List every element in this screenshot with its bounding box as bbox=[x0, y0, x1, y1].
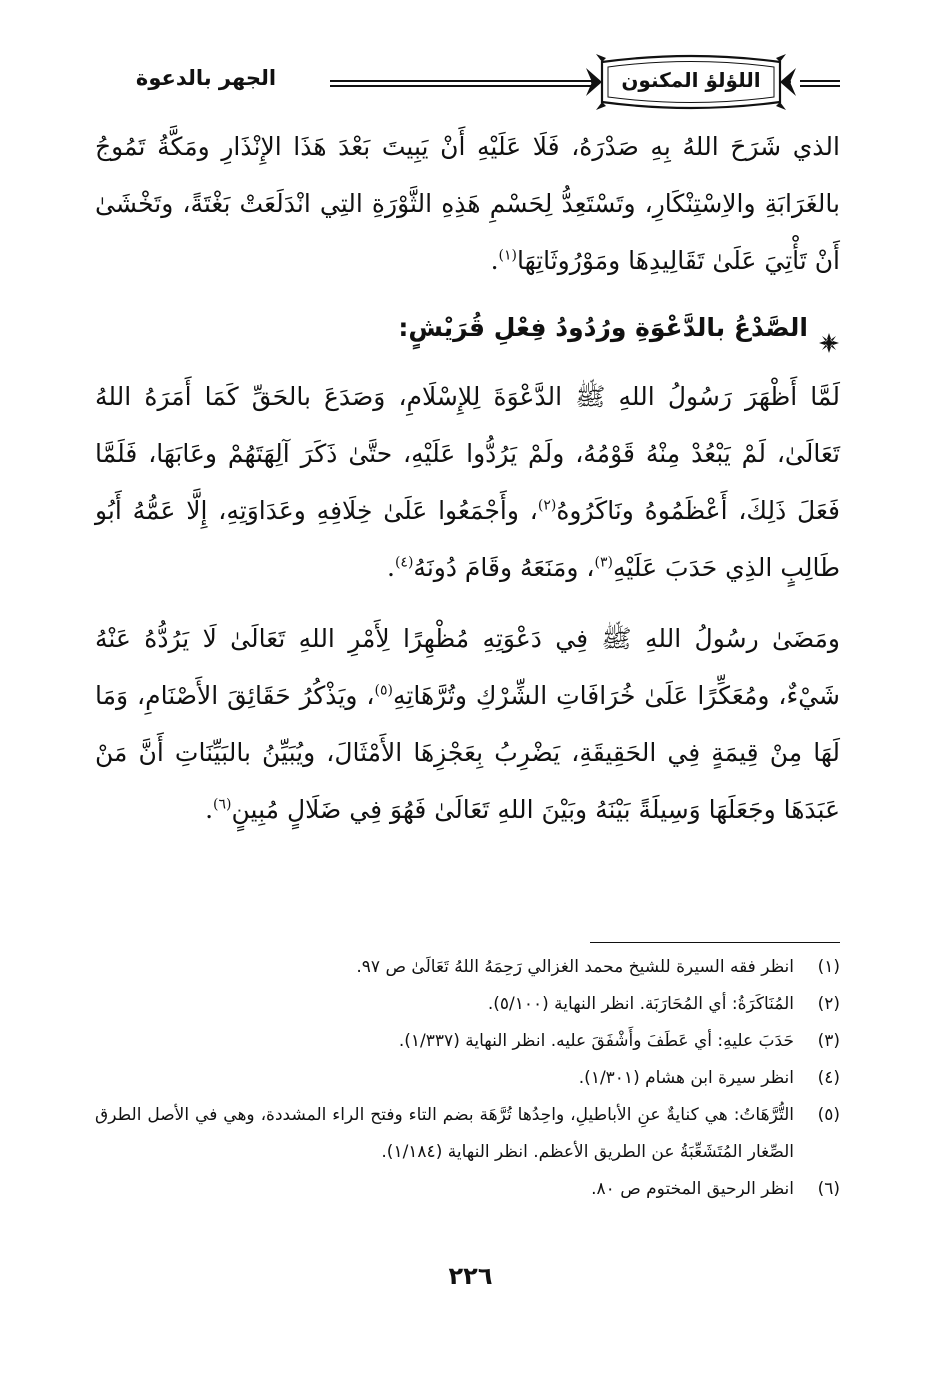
footnote-ref-2[interactable]: (٢) bbox=[537, 497, 557, 514]
footnote-number: (٥) bbox=[817, 1105, 840, 1125]
footnote-number: (٤) bbox=[817, 1068, 840, 1088]
footnote-text: انظر سيرة ابن هشام (١/٣٠١). bbox=[578, 1068, 794, 1088]
footnote-item bbox=[95, 1097, 840, 1171]
paragraph-3 bbox=[95, 610, 840, 838]
flower-ornament-icon bbox=[818, 317, 840, 339]
footnote-item bbox=[95, 1060, 840, 1097]
footnote-text: التُّرَّهَاتُ: هي كنايةٌ عنِ الأباطيلِ، واحِدُها تُرَّهَة بضم التاء وفتح الراء المشددة، وهي في الأصل الطرق الصِّغار المُتَشَعِّبَةُ عن الطريق الأعظم. انظر النهاية (١/١٨٤). bbox=[95, 1105, 794, 1162]
book-title: اللؤلؤ المكنون bbox=[621, 68, 761, 92]
footnote-number: (٢) bbox=[817, 994, 840, 1014]
footnote-text: حَدَبَ عليهِ: أي عَطَفَ وأَشْفَقَ عليه. انظر النهاية (١/٣٣٧). bbox=[398, 1031, 794, 1051]
paragraph-2-text-c: ، ومَنَعَهُ وقَامَ دُونَهُ bbox=[413, 553, 595, 582]
footnote-item bbox=[95, 986, 840, 1023]
footnote-ref-5[interactable]: (٥) bbox=[374, 682, 393, 699]
footnote-text: انظر الرحيق المختوم ص ٨٠. bbox=[591, 1179, 794, 1199]
footnotes-section bbox=[95, 942, 840, 1208]
paragraph-2-end: . bbox=[387, 553, 395, 582]
paragraph-3-text-b: ، ويَذْكُرُ حَقَائِقَ الأَصْنَامِ، وَمَا لَهَا مِنْ قِيمَةٍ فِي الحَقِيقَةِ، يَضْرِبُ بِعَجْزِهَا الأَمْثَالَ، ويُبَيِّنُ بالبَيِّنَاتِ أَنَّ مَنْ عَبَدَهَا وجَعَلَهَا وَسِيلَةً بَيْنَهُ وبَيْنَ اللهِ تَعَالَىٰ فَهُوَ فِي ضَلَالٍ مُبِينٍ bbox=[95, 681, 840, 824]
paragraph-1-text: الذي شَرَحَ اللهُ بِهِ صَدْرَهُ، فَلَا عَلَيْهِ أَنْ يَبِيتَ بَعْدَ هَذَا الإِنْذَارِ ومَكَّةُ تَمُوجُ بالغَرَابَةِ والاِسْتِنْكَارِ، وتَسْتَعِدُّ لِحَسْمِ هَذِهِ الثَّوْرَةِ التِي انْدَلَعَتْ بَغْتَةً، وتَخْشَىٰ أَنْ تَأْتِيَ عَلَىٰ تَقَالِيدِهَا ومَوْرُوثَاتِهَا bbox=[95, 132, 840, 275]
footnote-ref-3[interactable]: (٣) bbox=[594, 554, 613, 571]
footnote-ref-1[interactable]: (١) bbox=[498, 247, 517, 264]
footnote-item bbox=[95, 949, 840, 986]
footnote-ref-6[interactable]: (٦) bbox=[213, 796, 232, 813]
title-cartouche bbox=[580, 48, 802, 116]
footnote-number: (٣) bbox=[817, 1031, 840, 1051]
footnote-text: انظر فقه السيرة للشيخ محمد الغزالي رَحِمَهُ اللهُ تَعَالَىٰ ص ٩٧. bbox=[356, 957, 794, 977]
footnote-ref-4[interactable]: (٤) bbox=[394, 554, 414, 571]
footnote-number: (٦) bbox=[817, 1179, 840, 1199]
footnote-item bbox=[95, 1023, 840, 1060]
paragraph-1 bbox=[95, 118, 840, 289]
footnote-number: (١) bbox=[817, 957, 840, 977]
section-heading bbox=[95, 299, 840, 356]
footnote-separator bbox=[590, 942, 840, 943]
header-rule-middle bbox=[330, 80, 595, 87]
paragraph-2-text-b: ، وأَجْمَعُوا عَلَىٰ خِلَافِهِ وعَدَاوَتِهِ، إِلَّا عَمُّهُ أَبُو طَالِبٍ الذِي حَدَبَ عَلَيْهِ bbox=[95, 496, 840, 582]
section-heading-text: الصَّدْعُ بالدَّعْوَةِ ورُدُودُ فِعْلِ قُرَيْشٍ: bbox=[398, 313, 808, 342]
paragraph-3-end: . bbox=[205, 795, 214, 824]
paragraph-2-text-a: لَمَّا أَظْهَرَ رَسُولُ اللهِ ﷺ الدَّعْوَةَ لِلإِسْلَامِ، وَصَدَعَ بالحَقِّ كَمَا أَمَرَهُ اللهُ تَعَالَىٰ، لَمْ يَبْعُدْ مِنْهُ قَوْمُهُ، ولَمْ يَرُدُّوا عَلَيْهِ، حتَّىٰ ذَكَرَ آلِهَتَهُمْ وعَابَهَا، فَلَمَّا فَعَلَ ذَلِكَ، أَعْظَمُوهُ ونَاكَرُوهُ bbox=[95, 382, 841, 525]
paragraph-1-end: . bbox=[490, 246, 499, 275]
running-title: الجهر بالدعوة bbox=[95, 66, 317, 90]
paragraph-3-text-a: ومَضَىٰ رسُولُ اللهِ ﷺ فِي دَعْوَتِهِ مُظْهِرًا لِأَمْرِ اللهِ تَعَالَىٰ لَا يَرُدُّهُ عَنْهُ شَيْءٌ، ومُعَكِّرًا عَلَىٰ خُرَافَاتِ الشِّرْكِ وتُرَّهَاتِهِ bbox=[95, 624, 841, 710]
footnote-item bbox=[95, 1171, 840, 1208]
paragraph-2 bbox=[95, 368, 840, 596]
main-text bbox=[95, 118, 840, 838]
header-rule-right bbox=[800, 80, 840, 87]
footnote-text: المُنَاكَرَةُ: أي المُحَارَبَة. انظر النهاية (٥/١٠٠). bbox=[487, 994, 794, 1014]
page-number: ٢٢٦ bbox=[448, 1262, 493, 1290]
